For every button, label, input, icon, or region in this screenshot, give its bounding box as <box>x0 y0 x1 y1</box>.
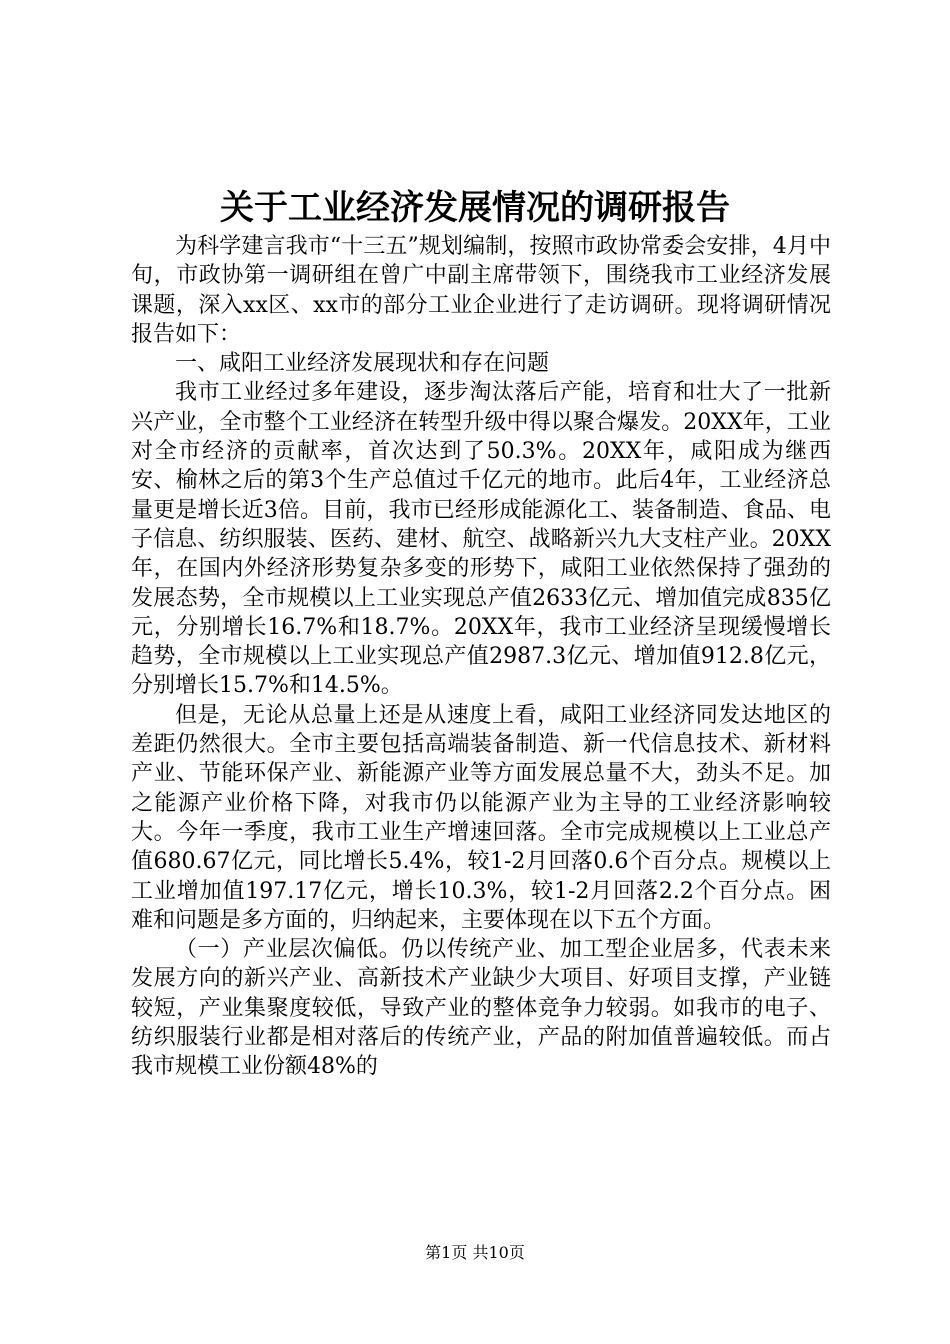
paragraph-gap: 但是，无论从总量上还是从速度上看，咸阳工业经济同发达地区的差距仍然很大。全市主要包括高端装备制造、新一代信息技术、新材料产业、节能环保产业、新能源产业等方面发展总量不大，劲头不足。加之能源产业价格下降，对我市仍以能源产业为主导的工业经济影响较大。今年一季度，我市工业生产增速回落。全市完成规模以上工业总产值680.67亿元，同比增长5.4%，较1-2月回落0.6个百分点。规模以上工业增加值197.17亿元，增长10.3%，较1-2月回落2.2个百分点。困难和问题是多方面的，归纳起来，主要体现在以下五个方面。 <box>131 702 831 933</box>
section-heading-1: 一、咸阳工业经济发展现状和存在问题 <box>175 351 550 377</box>
page-number: 第1页 <box>425 1243 468 1262</box>
document-body <box>131 232 831 1082</box>
page-footer <box>0 1243 950 1263</box>
paragraph-intro: 为科学建言我市“十三五”规划编制，按照市政协常委会安排，4月中旬，市政协第一调研组在曾广中副主席带领下，围绕我市工业经济发展课题，深入xx区、xx市的部分工业企业进行了走访调研。现将调研情况报告如下： <box>131 234 831 347</box>
paragraph-status: 我市工业经过多年建设，逐步淘汰落后产能，培育和壮大了一批新兴产业，全市整个工业经济在转型升级中得以聚合爆发。20XX年，工业对全市经济的贡献率，首次达到了50.3%。20XX年，咸阳成为继西安、榆林之后的第3个生产总值过千亿元的地市。此后4年，工业经济总量更是增长近3倍。目前，我市已经形成能源化工、装备制造、食品、电子信息、纺织服装、医药、建材、航空、战略新兴九大支柱产业。20XX年，在国内外经济形势复杂多变的形势下，咸阳工业依然保持了强劲的发展态势，全市规模以上工业实现总产值2633亿元、增加值完成835亿元，分别增长16.7%和18.7%。20XX年，我市工业经济呈现缓慢增长趋势，全市规模以上工业实现总产值2987.3亿元、增加值912.8亿元，分别增长15.7%和14.5%。 <box>131 380 831 699</box>
paragraph-issue-1: （一）产业层次偏低。仍以传统产业、加工型企业居多，代表未来发展方向的新兴产业、高新技术产业缺少大项目、好项目支撑，产业链较短，产业集聚度较低，导致产业的整体竞争力较弱。如我市的电子、纺织服装行业都是相对落后的传统产业，产品的附加值普遍较低。而占我市规模工业份额48%的 <box>131 937 831 1080</box>
page-total: 共10页 <box>472 1243 525 1262</box>
document-title: 关于工业经济发展情况的调研报告 <box>220 188 730 228</box>
